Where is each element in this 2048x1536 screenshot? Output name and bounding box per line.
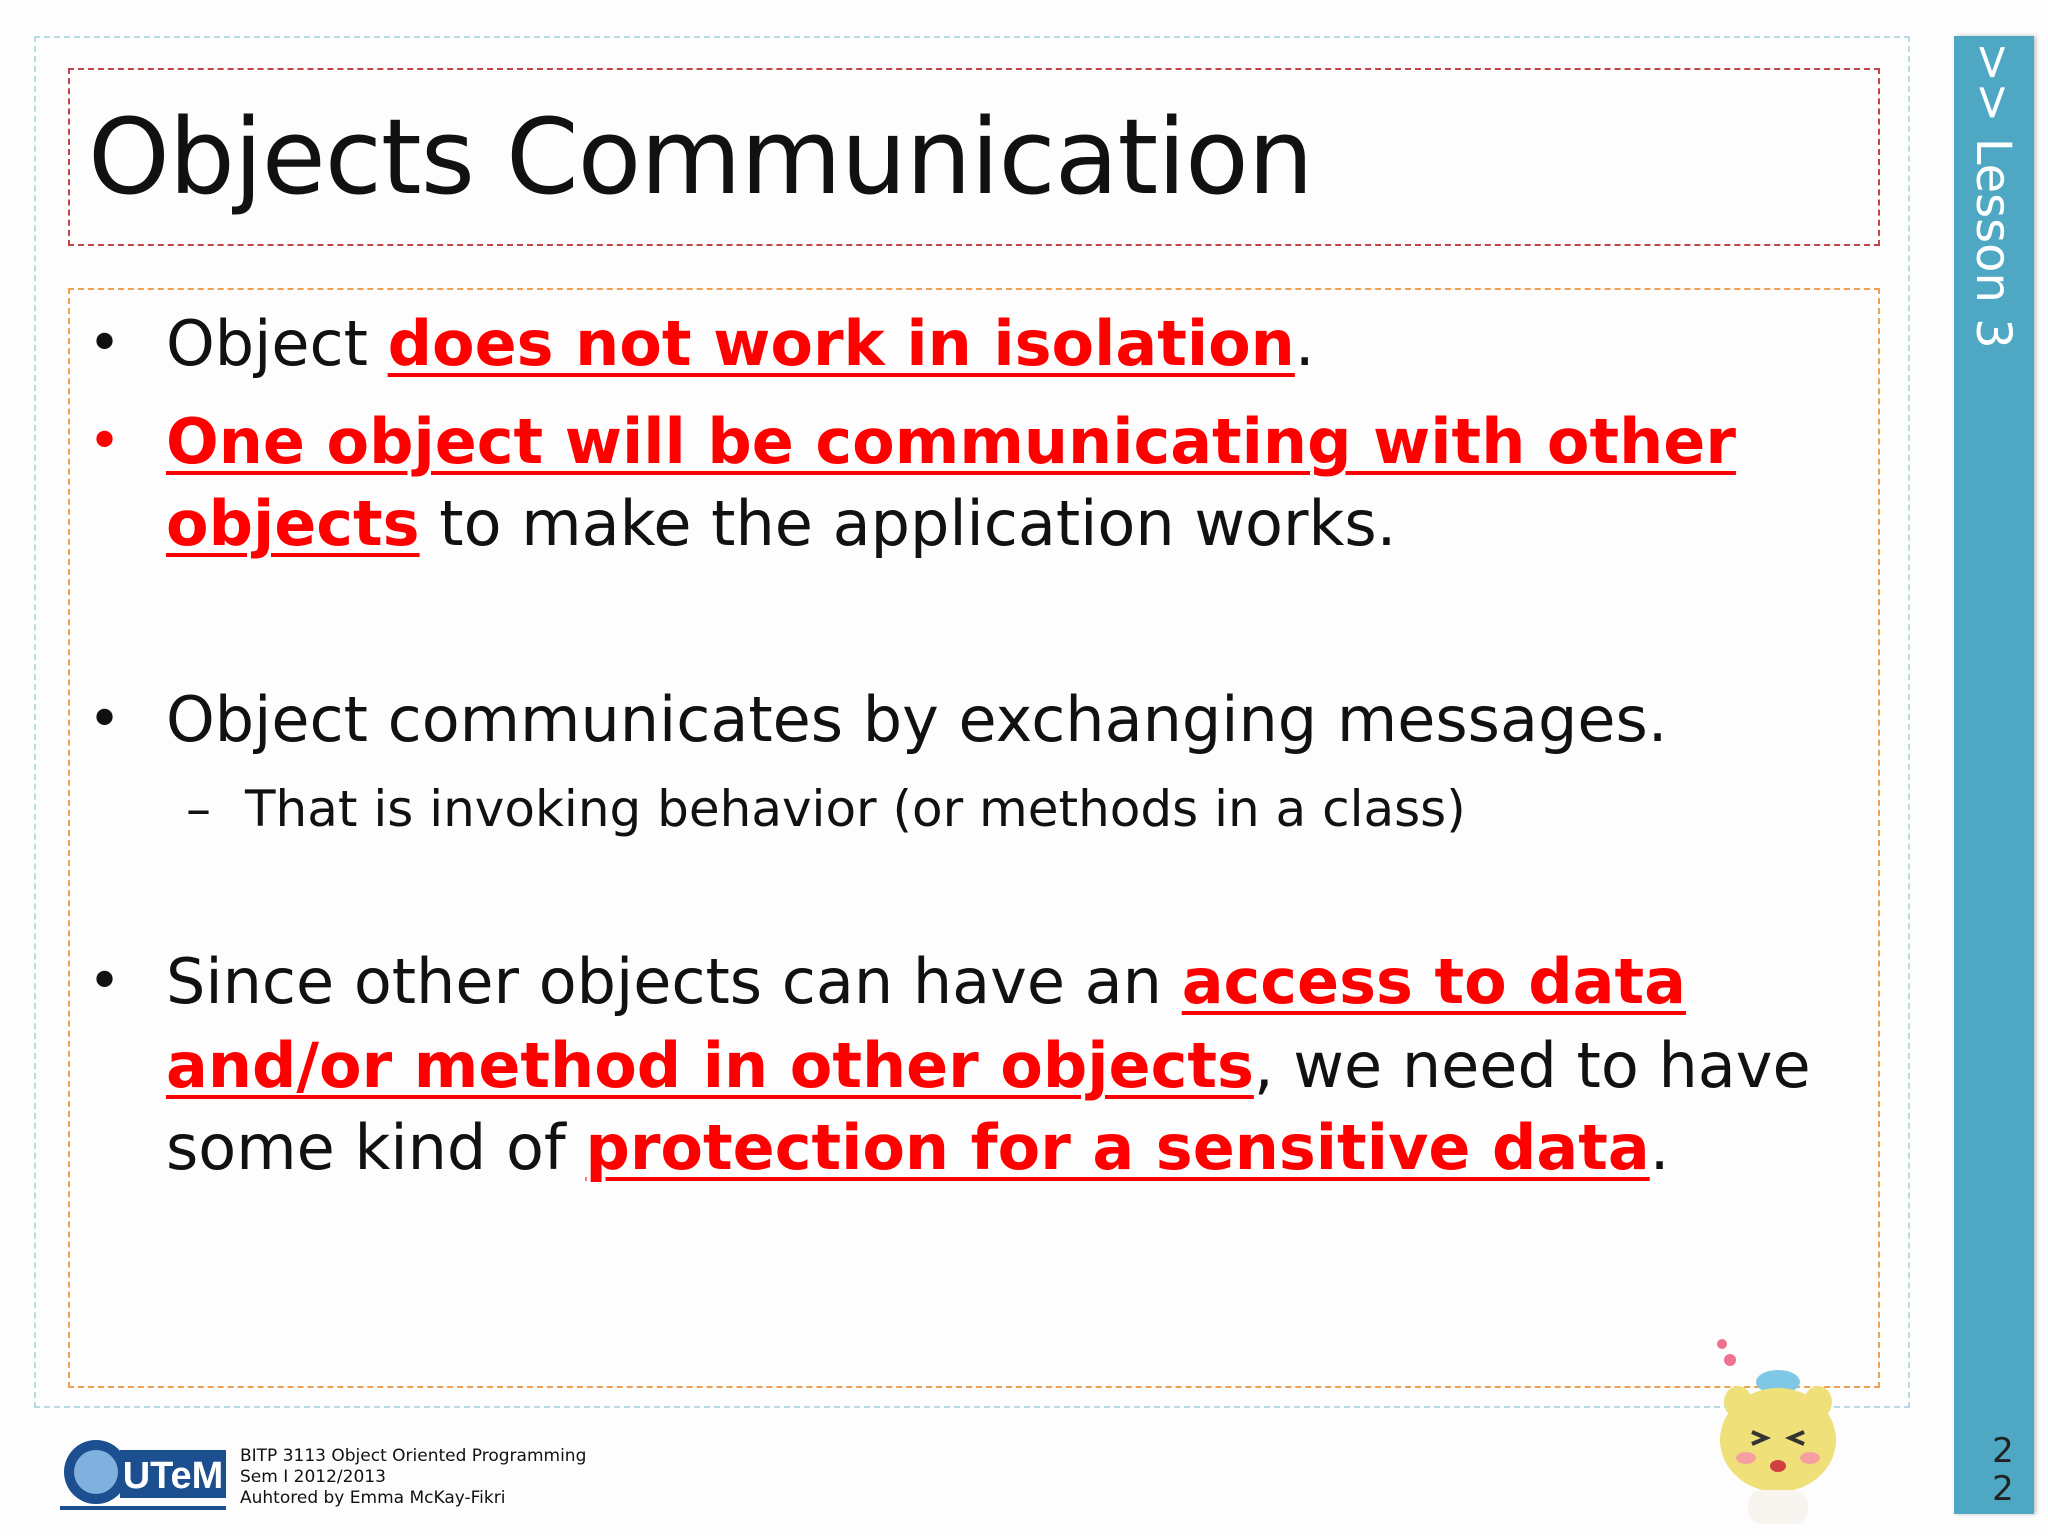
semester: Sem I 2012/2013 [240, 1467, 386, 1487]
utem-logo [56, 1430, 232, 1514]
emphasis-text: protection for a sensitive data [585, 1111, 1650, 1184]
bullet-4-line-3: some kind of protection for a sensitive data. [166, 1111, 1670, 1184]
bullet-dot: • [88, 409, 122, 474]
author: Auhtored by Emma McKay-Fikri [240, 1488, 506, 1508]
bullet-2-line-2: objects to make the application works. [166, 487, 1397, 560]
bullet-2 [88, 400, 1736, 484]
bullet-4-line-2: and/or method in other objects, we need to have [166, 1029, 1811, 1102]
emphasis-text: does not work in isolation [387, 307, 1295, 380]
course-name: BITP 3113 Object Oriented Programming [240, 1446, 587, 1466]
bullet-dot: • [88, 687, 122, 752]
bullet-1: • Object does not work in isolation. [166, 302, 1315, 386]
emphasis-text: One object will be communicating with other [166, 405, 1736, 478]
bullet-dot: • [88, 949, 122, 1014]
bullet-dot: • [88, 311, 122, 376]
logo-text: UTeM [122, 1455, 224, 1497]
bullet-4: • Since other objects can have an access to data [166, 940, 1686, 1024]
slide-title: Objects Communication [88, 96, 1313, 218]
bullet-3: • Object communicates by exchanging messages. [166, 678, 1667, 762]
emphasis-text: objects [166, 487, 420, 560]
sub-bullet: – That is invoking behavior (or methods in a class) [186, 780, 1466, 838]
tiger-mascot-image [1700, 1330, 1850, 1530]
dash-marker: – [186, 780, 211, 838]
emphasis-text: access to data [1181, 945, 1686, 1018]
page-number: 2 2 [1992, 1431, 2014, 1509]
emphasis-text: and/or method in other objects [166, 1029, 1254, 1102]
lesson-label: >> Lesson 3 [1965, 42, 2021, 349]
footer-info [240, 1446, 586, 1509]
